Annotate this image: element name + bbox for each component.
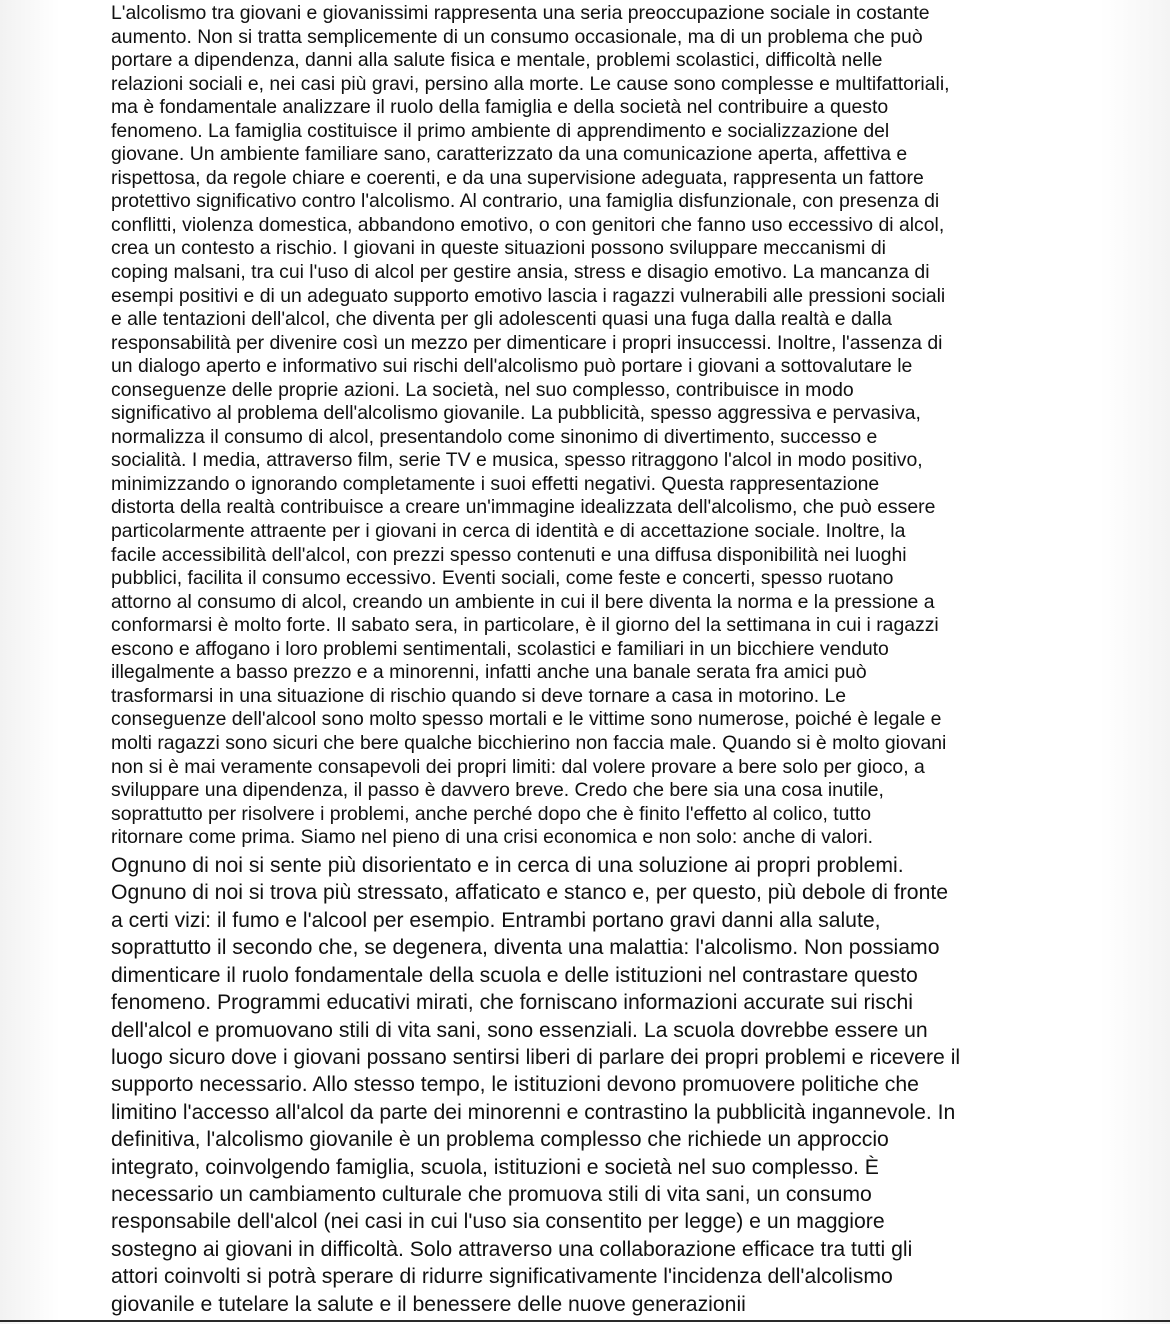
text-line: giovane. Un ambiente familiare sano, caratterizzato da una comunicazione aperta, affettiva e (111, 143, 908, 166)
essay-body-large-text (111, 852, 1061, 1318)
text-line: molti ragazzi sono sicuri che bere qualche bicchierino non faccia male. Quando si è molto giovani (111, 731, 947, 754)
text-line: normalizza il consumo di alcol, presentandolo come sinonimo di divertimento, successo e (111, 425, 878, 448)
text-line: coping malsani, tra cui l'uso di alcol per gestire ansia, stress e disagio emotivo. La mancanza di (111, 261, 930, 284)
text-line: un dialogo aperto e informativo sui rischi dell'alcolismo può portare i giovani a sottovalutare le (111, 355, 913, 378)
text-line: giovanile e tutelare la salute e il benessere delle nuove generazionii (111, 1292, 746, 1316)
text-line: responsabile dell'alcol (nei casi in cui l'uso sia consentito per legge) e un maggiore (111, 1210, 885, 1234)
text-line: conseguenze dell'alcool sono molto spesso mortali e le vittime sono numerose, poiché è legale e (111, 708, 942, 731)
text-line: fenomeno. La famiglia costituisce il primo ambiente di apprendimento e socializzazione del (111, 119, 890, 142)
text-line: ma è fondamentale analizzare il ruolo della famiglia e della società nel contribuire a questo (111, 96, 889, 119)
text-line: necessario un cambiamento culturale che promuova stili di vita sani, un consumo (111, 1183, 872, 1207)
text-line: supporto necessario. Allo stesso tempo, le istituzioni devono promuovere politiche che (111, 1073, 919, 1097)
text-line: responsabilità per divenire così un mezzo per dimenticare i propri insuccessi. Inoltre, l'assenza di (111, 331, 943, 354)
text-line: aumento. Non si tratta semplicemente di un consumo occasionale, ma di un problema che può (111, 25, 923, 48)
text-line: conflitti, violenza domestica, abbandono emotivo, o con genitori che fanno uso eccessivo di alcol, (111, 213, 945, 236)
text-line: luogo sicuro dove i giovani possano sentirsi liberi di parlare dei propri problemi e ricevere il (111, 1045, 961, 1069)
text-line: conseguenze delle proprie azioni. La società, nel suo complesso, contribuisce in modo (111, 378, 854, 401)
text-line: Ognuno di noi si trova più stressato, affaticato e stanco e, per questo, più debole di fronte (111, 881, 949, 905)
text-line: protettivo significativo contro l'alcolismo. Al contrario, una famiglia disfunzionale, con presenza di (111, 190, 940, 213)
text-line: Ognuno di noi si sente più disorientato e in cerca di una soluzione ai propri problemi. (111, 854, 904, 877)
text-line: integrato, coinvolgendo famiglia, scuola, istituzioni e società nel suo complesso. È (111, 1155, 879, 1179)
text-line: sviluppare una dipendenza, il passo è davvero breve. Credo che bere sia una cosa inutile, (111, 779, 884, 802)
page-bottom-border (0, 1320, 1170, 1322)
text-line: soprattutto per risolvere i problemi, anche perché dopo che è finito l'effetto al colico, tutto (111, 802, 872, 825)
text-line: L'alcolismo tra giovani e giovanissimi rappresenta una seria preoccupazione sociale in costante (111, 2, 930, 24)
text-line: distorta della realtà contribuisce a creare un'immagine idealizzata dell'alcolismo, che può essere (111, 496, 936, 519)
text-line: portare a dipendenza, danni alla salute fisica e mentale, problemi scolastici, difficoltà nelle (111, 49, 883, 72)
text-line: limitino l'accesso all'alcol da parte dei minorenni e contrastino la pubblicità ingannevole. In (111, 1100, 956, 1124)
text-line: attori coinvolti si potrà sperare di ridurre significativamente l'incidenza dell'alcolismo (111, 1265, 893, 1289)
text-line: ritornare come prima. Siamo nel pieno di una crisi economica e non solo: anche di valori. (111, 826, 874, 849)
text-line: particolarmente attraente per i giovani in cerca di identità e di accettazione sociale. Inoltre, la (111, 520, 906, 543)
text-line: non si è mai veramente consapevoli dei propri limiti: dal volere provare a bere solo per gioco, a (111, 755, 925, 778)
text-line: significativo al problema dell'alcolismo giovanile. La pubblicità, spesso aggressiva e pervasiva, (111, 402, 921, 425)
text-line: crea un contesto a rischio. I giovani in queste situazioni possono sviluppare meccanismi di (111, 237, 886, 260)
text-line: soprattutto il secondo che, se degenera, diventa una malattia: l'alcolismo. Non possiamo (111, 936, 940, 960)
text-line: trasformarsi in una situazione di rischio quando si deve tornare a casa in motorino. Le (111, 684, 847, 707)
text-line: escono e affogano i loro problemi sentimentali, scolastici e familiari in un bicchiere venduto (111, 637, 889, 660)
text-line: dimenticare il ruolo fondamentale della scuola e delle istituzioni nel contrastare questo (111, 963, 918, 987)
text-line: fenomeno. Programmi educativi mirati, che forniscano informazioni accurate sui rischi (111, 991, 913, 1015)
text-line: definitiva, l'alcolismo giovanile è un problema complesso che richiede un approccio (111, 1128, 889, 1152)
text-line: e alle tentazioni dell'alcol, che diventa per gli adolescenti quasi una fuga dalla realtà e dalla (111, 308, 892, 331)
text-line: esempi positivi e di un adeguato supporto emotivo lascia i ragazzi vulnerabili alle pressioni sociali (111, 284, 946, 307)
text-line: conformarsi è molto forte. Il sabato sera, in particolare, è il giorno del la settimana in cui i ragazzi (111, 614, 939, 637)
text-line: sostegno ai giovani in difficoltà. Solo attraverso una collaborazione efficace tra tutti gli (111, 1237, 913, 1261)
text-line: socialità. I media, attraverso film, serie TV e musica, spesso ritraggono l'alcol in modo positivo, (111, 449, 923, 472)
text-line: attorno al consumo di alcol, creando un ambiente in cui il bere diventa la norma e la pressione a (111, 590, 935, 613)
text-line: a certi vizi: il fumo e l'alcool per esempio. Entrambi portano gravi danni alla salute, (111, 908, 881, 932)
text-line: dell'alcol e promuovano stili di vita sani, sono essenziali. La scuola dovrebbe essere un (111, 1018, 928, 1042)
text-line: relazioni sociali e, nei casi più gravi, persino alla morte. Le cause sono complesse e multifattoriali, (111, 72, 950, 95)
text-line: facile accessibilità dell'alcol, con prezzi spesso contenuti e una diffusa disponibilità nei luoghi (111, 543, 907, 566)
essay-body-small-text (111, 2, 1061, 850)
text-line: minimizzando o ignorando completamente i suoi effetti negativi. Questa rappresentazione (111, 472, 880, 495)
text-line: rispettosa, da regole chiare e coerenti, e da una supervisione adeguata, rappresenta un fattore (111, 166, 924, 189)
text-line: illegalmente a basso prezzo e a minorenni, infatti anche una banale serata fra amici può (111, 661, 867, 684)
text-line: pubblici, facilita il consumo eccessivo. Eventi sociali, come feste e concerti, spesso ruotano (111, 567, 894, 590)
